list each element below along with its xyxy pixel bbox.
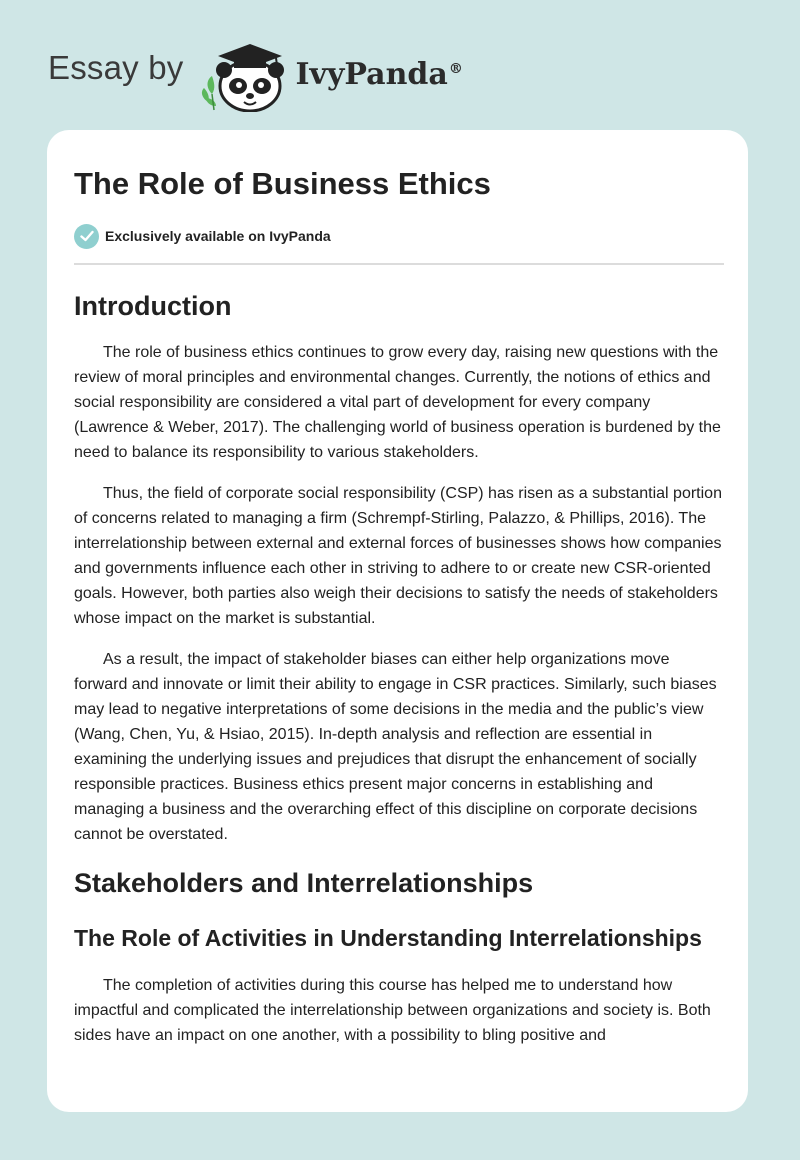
panda-graduate-logo-icon[interactable] bbox=[198, 36, 294, 112]
subsection-heading-activities: The Role of Activities in Understanding Interrelationships bbox=[74, 925, 702, 951]
essay-card bbox=[47, 130, 748, 1112]
badge-label: Exclusively available on IvyPanda bbox=[105, 228, 331, 244]
divider bbox=[74, 263, 724, 265]
paragraph: As a result, the impact of stakeholder biases can either help organizations move forward and innovate or limit their ability to engage in CSR practices. Similarly, such biases may lead to negative interpretations of some decisions in the media and the public’s view (Wang, Chen, Yu, & Hsiao, 2015). In-depth analysis and reflection are essential in examining the underlying issues and prejudices that disrupt the enhancement of socially responsible practices. Business ethics present major concerns in establishing and managing a business and the overarching effect of this discipline on corporate decisions cannot be overstated. bbox=[74, 651, 717, 843]
brand-name[interactable]: IvyPanda® bbox=[295, 56, 463, 92]
paragraph: The role of business ethics continues to grow every day, raising new questions with the review of moral principles and environmental changes. Currently, the notions of ethics and social responsibility are considered a vital part of development for every company (Lawrence & Weber, 2017). The challenging world of business operation is burdened by the need to balance its responsibility to various stakeholders. bbox=[74, 344, 721, 461]
registered-mark: ® bbox=[448, 60, 463, 77]
section-heading-introduction: Introduction bbox=[74, 291, 232, 321]
paragraph: The completion of activities during this course has helped me to understand how impactful and complicated the interrelationship between organizations and society is. Both sides have an impact on one another, with a possibility to bling positive and bbox=[74, 977, 711, 1044]
essay-by-label: Essay by bbox=[48, 49, 184, 86]
site-header bbox=[48, 34, 463, 114]
section-heading-stakeholders: Stakeholders and Interrelationships bbox=[74, 868, 534, 898]
page-title: The Role of Business Ethics bbox=[74, 166, 491, 201]
check-circle-icon bbox=[74, 224, 99, 249]
paragraph: Thus, the field of corporate social responsibility (CSP) has risen as a substantial portion of concerns related to managing a firm (Schrempf-Stirling, Palazzo, & Phillips, 2016). The interrelationship between external and external forces of businesses shows how companies and governments influence each other in striving to adhere to or create new CSR-oriented goals. However, both parties also weigh their decisions to satisfy the needs of stakeholders whose impact on the market is substantial. bbox=[74, 485, 722, 627]
exclusive-badge bbox=[74, 223, 722, 249]
